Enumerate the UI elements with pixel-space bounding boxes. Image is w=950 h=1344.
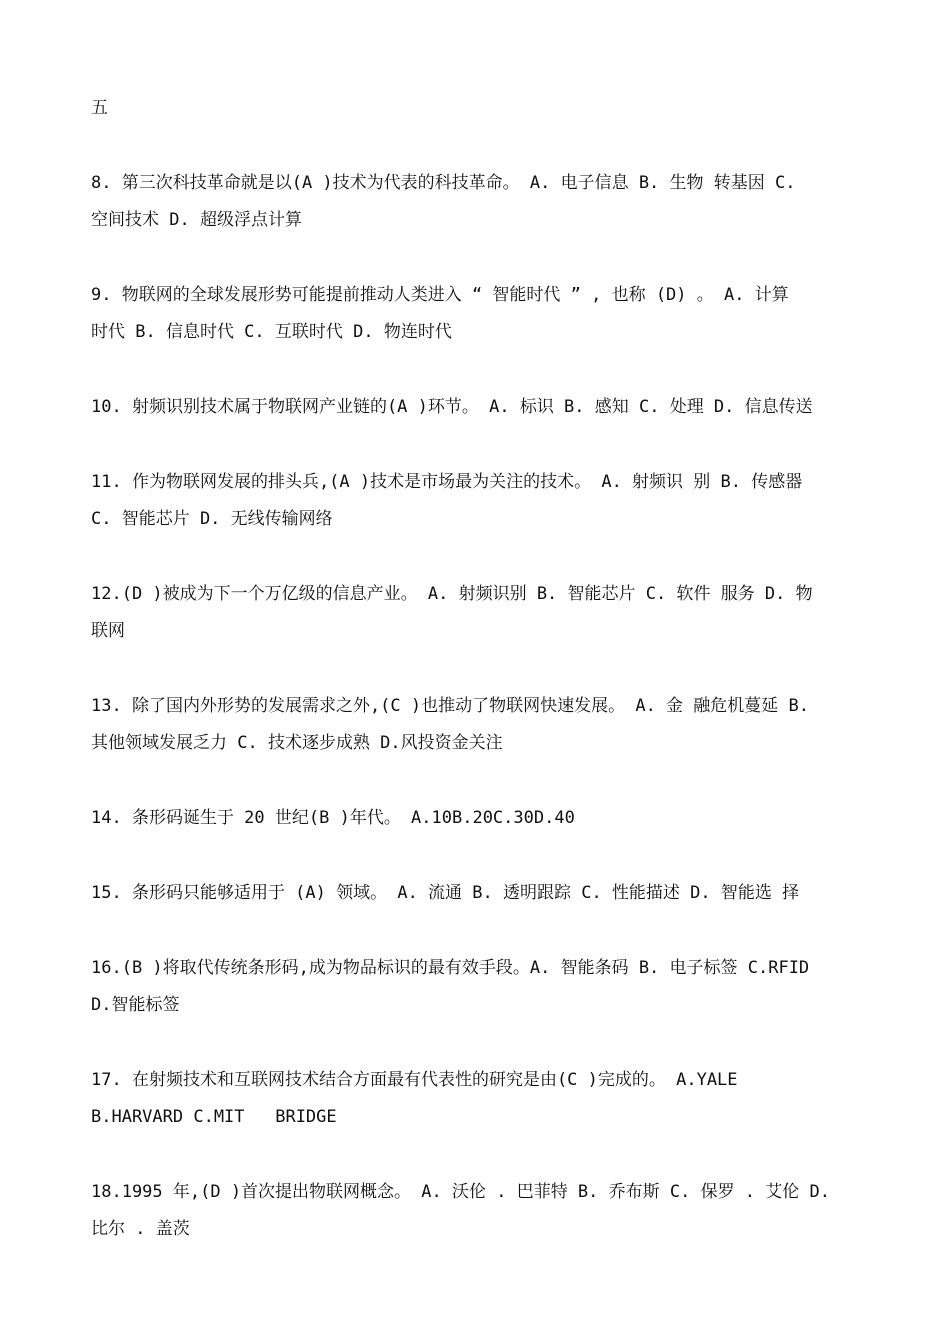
- question-14-line-1: 14. 条形码诞生于 20 世纪(B )年代。 A.10B.20C.30D.40: [91, 808, 575, 828]
- text-line: 五: [91, 98, 108, 118]
- question-17-line-2: B.HARVARD C.MIT BRIDGE: [91, 1107, 337, 1127]
- question-13-line-1: 13. 除了国内外形势的发展需求之外,(C )也推动了物联网快速发展。 A. 金 融危机蔓延 B.: [91, 696, 809, 716]
- question-18-line-2: 比尔 . 盖茨: [91, 1219, 190, 1239]
- question-12-line-2: 联网: [91, 621, 125, 641]
- question-16-line-2: D.智能标签: [91, 995, 180, 1015]
- question-9-line-2: 时代 B. 信息时代 C. 互联时代 D. 物连时代: [91, 322, 452, 342]
- question-17-line-1: 17. 在射频技术和互联网技术结合方面最有代表性的研究是由(C )完成的。 A.YALE: [91, 1070, 738, 1090]
- question-10-line-1: 10. 射频识别技术属于物联网产业链的(A )环节。 A. 标识 B. 感知 C. 处理 D. 信息传送: [91, 397, 813, 417]
- question-11-line-1: 11. 作为物联网发展的排头兵,(A )技术是市场最为关注的技术。 A. 射频识 别 B. 传感器: [91, 472, 803, 492]
- question-18-line-1: 18.1995 年,(D )首次提出物联网概念。 A. 沃伦 . 巴菲特 B. 乔布斯 C. 保罗 . 艾伦 D.: [91, 1182, 830, 1202]
- question-16-line-1: 16.(B )将取代传统条形码,成为物品标识的最有效手段。A. 智能条码 B. 电子标签 C.RFID: [91, 958, 810, 978]
- question-9-line-1: 9. 物联网的全球发展形势可能提前推动人类进入 “ 智能时代 ” , 也称 (D) 。 A. 计算: [91, 285, 789, 305]
- question-15-line-1: 15. 条形码只能够适用于 (A) 领域。 A. 流通 B. 透明跟踪 C. 性能描述 D. 智能选 择: [91, 883, 800, 903]
- question-12-line-1: 12.(D )被成为下一个万亿级的信息产业。 A. 射频识别 B. 智能芯片 C. 软件 服务 D. 物: [91, 584, 813, 604]
- question-8-line-2: 空间技术 D. 超级浮点计算: [91, 210, 302, 230]
- question-13-line-2: 其他领域发展乏力 C. 技术逐步成熟 D.风投资金关注: [91, 733, 503, 753]
- question-8-line-1: 8. 第三次科技革命就是以(A )技术为代表的科技革命。 A. 电子信息 B. 生物 转基因 C.: [91, 173, 796, 193]
- question-11-line-2: C. 智能芯片 D. 无线传输网络: [91, 509, 333, 529]
